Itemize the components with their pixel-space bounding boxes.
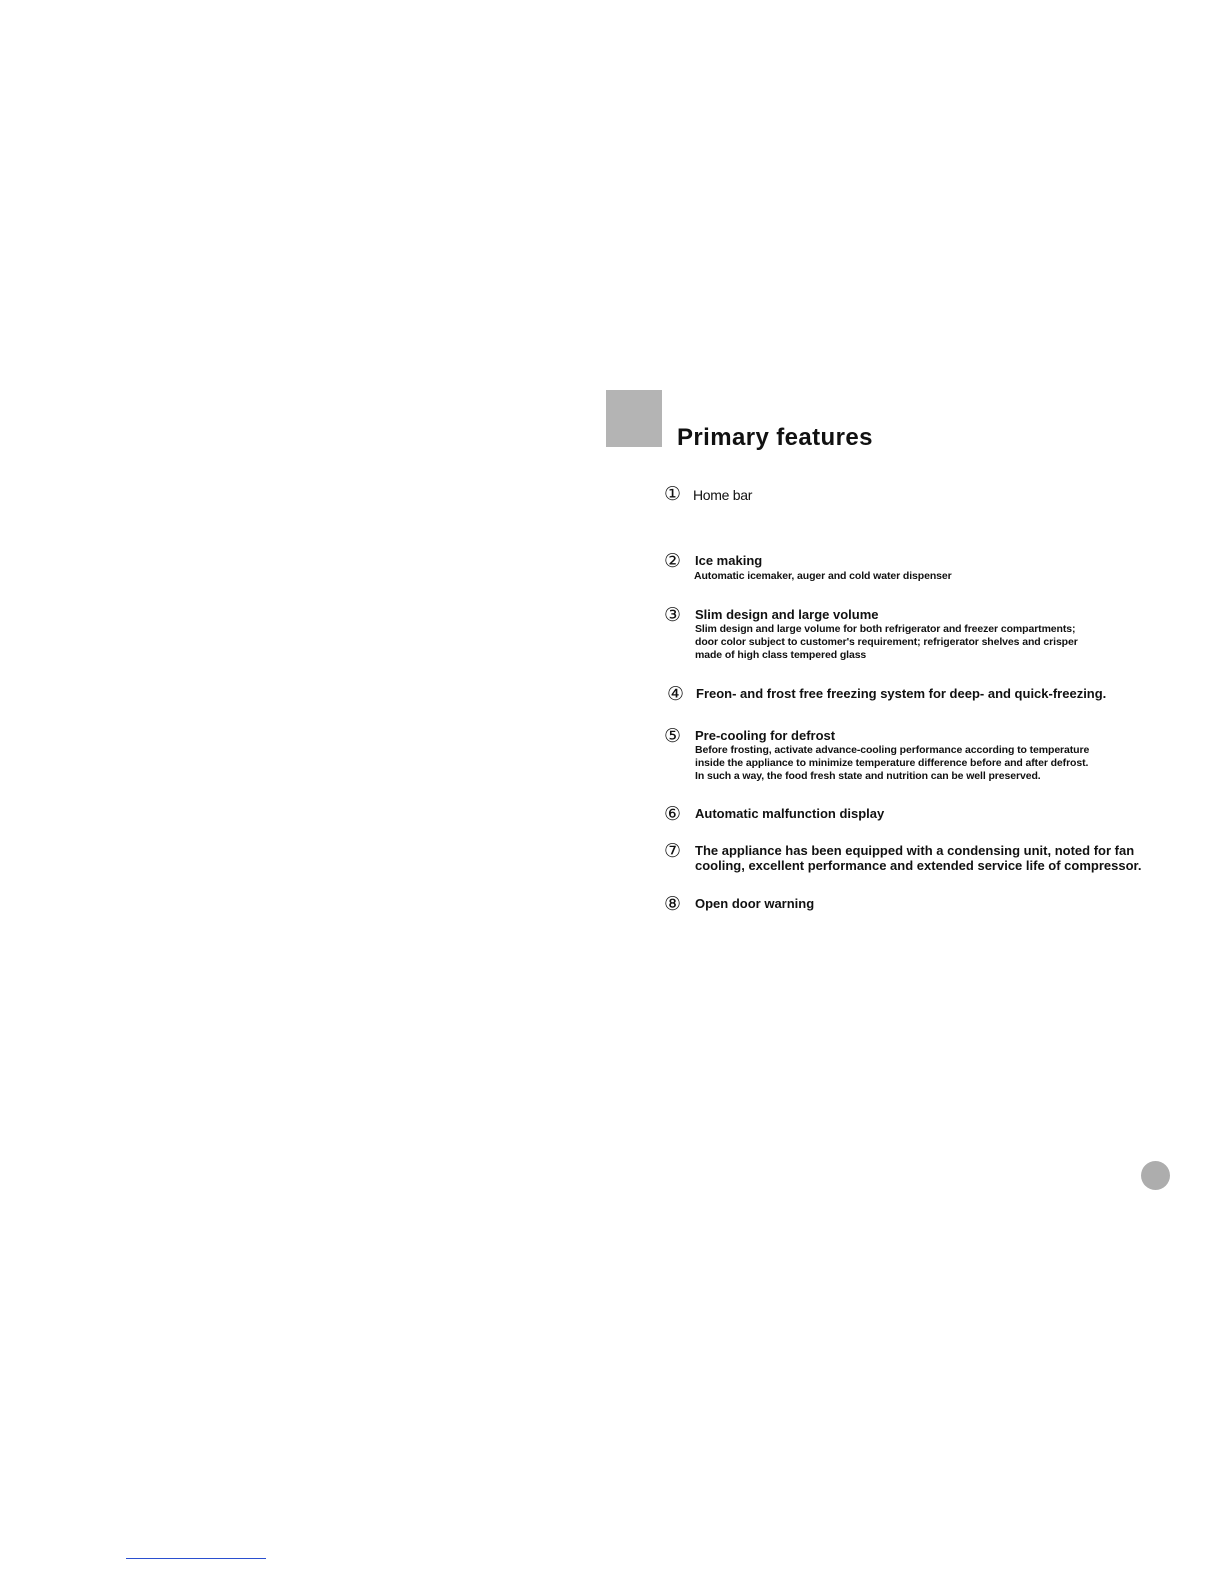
page-title: Primary features <box>677 424 873 451</box>
feature-heading: Open door warning <box>695 896 815 911</box>
description-line: made of high class tempered glass <box>695 649 867 661</box>
description-line: Automatic icemaker, auger and cold water dispenser <box>694 570 952 582</box>
feature-number: ③ <box>664 605 682 626</box>
feature-heading: Ice making <box>695 553 763 568</box>
feature-heading: Home bar <box>693 487 753 503</box>
feature-heading: Freon- and frost free freezing system for deep- and quick-freezing. <box>696 686 1107 701</box>
feature-description <box>694 570 952 583</box>
feature-number: ② <box>664 551 682 572</box>
feature-description <box>695 744 1089 783</box>
description-line: In such a way, the food fresh state and nutrition can be well preserved. <box>695 770 1041 782</box>
description-line: Before frosting, activate advance-cooling performance according to temperature <box>695 744 1090 756</box>
feature-heading: The appliance has been equipped with a condensing unit, noted for fan <box>695 843 1135 858</box>
feature-heading: Slim design and large volume <box>695 607 879 622</box>
description-line: door color subject to customer's requirement; refrigerator shelves and crisper <box>695 636 1078 648</box>
feature-number: ⑥ <box>664 804 682 825</box>
section-marker <box>606 390 662 447</box>
description-line: Slim design and large volume for both refrigerator and freezer compartments; <box>695 623 1076 635</box>
feature-number: ① <box>664 484 682 505</box>
feature-number: ④ <box>667 684 685 705</box>
feature-number: ⑧ <box>664 894 682 915</box>
feature-heading: Automatic malfunction display <box>695 806 885 821</box>
feature-number: ⑦ <box>664 841 682 862</box>
description-line: inside the appliance to minimize temperature difference before and after defrost. <box>695 757 1089 769</box>
feature-number: ⑤ <box>664 726 682 747</box>
feature-description <box>695 623 1078 662</box>
feature-heading: Pre-cooling for defrost <box>695 728 836 743</box>
page-marker-circle <box>1141 1161 1170 1190</box>
footer-rule <box>126 1558 266 1559</box>
feature-heading-line2: cooling, excellent performance and extended service life of compressor. <box>695 858 1142 873</box>
